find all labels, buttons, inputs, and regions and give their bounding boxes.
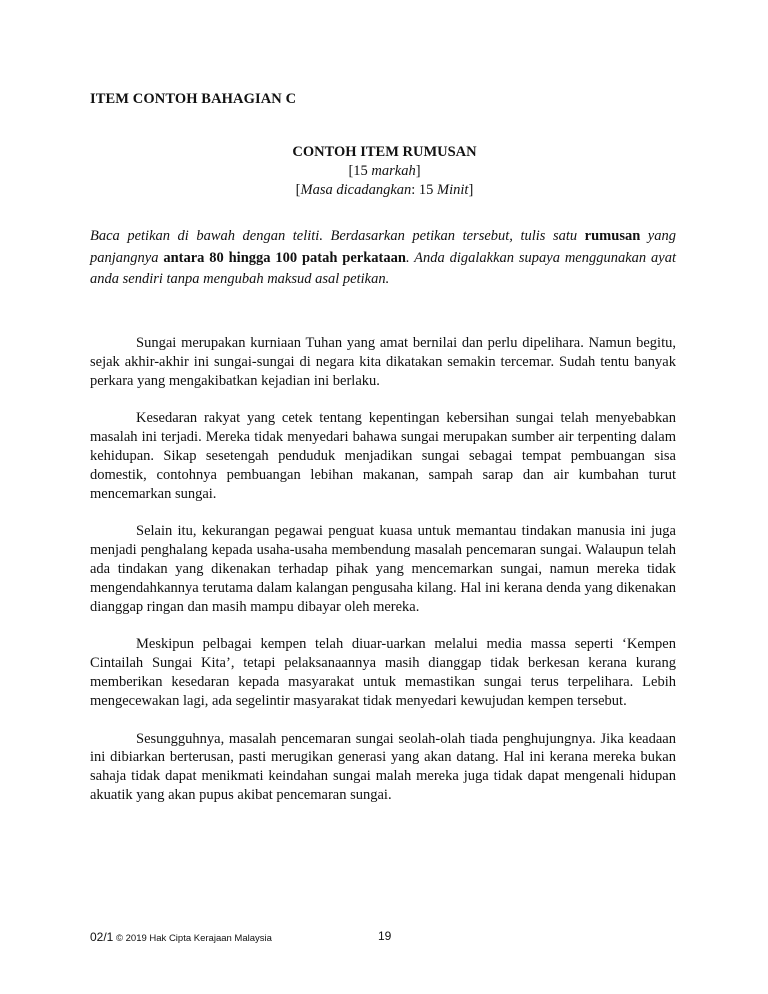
passage-paragraph: Sungai merupakan kurniaan Tuhan yang amat bernilai dan perlu dipelihara. Namun begitu, sejak akhir-akhir ini sungai-sungai di negara kita dikatakan semakin tercemar. Sudah tentu banyak perkara yang mengakibatkan kejadian ini berlaku.: [90, 335, 676, 389]
time-close: ]: [468, 182, 474, 198]
instructions-bold-rumusan: rumusan: [584, 228, 641, 244]
passage-paragraph: Meskipun pelbagai kempen telah diuar-uarkan melalui media massa seperti ‘Kempen Cintailah Sungai Kita’, tetapi pelaksanaannya masih dianggap tidak berkesan kerana kurang memberikan kesedaran kepada masyarakat untuk memastikan sungai terus terpelihara. Lebih mengecewakan lagi, ada segelintir masyarakat tidak menyedari kewujudan kempen tersebut.: [90, 636, 676, 709]
time-unit: Minit: [437, 182, 469, 198]
marks-close: ]: [415, 163, 421, 179]
passage: [90, 334, 676, 824]
passage-paragraph: Kesedaran rakyat yang cetek tentang kepentingan kebersihan sungai telah menyebabkan masalah ini terjadi. Mereka tidak menyedari bahawa sungai merupakan sumber air terpenting dalam kehidupan. Sikap sesetengah penduduk menjadikan sungai sebagai tempat pembuangan sisa domestik, contohnya pembuangan lebihan makanan, sampah sarap dan air kumbahan turut mencemarkan sungai.: [90, 410, 676, 502]
page-footer: [90, 930, 690, 944]
instructions-text-1: Baca petikan di bawah dengan teliti. Berdasarkan petikan tersebut, tulis satu: [90, 228, 585, 244]
instructions: [90, 226, 676, 291]
page-number: 19: [378, 929, 392, 943]
instructions-text-2: yang panjangnya: [90, 228, 676, 266]
passage-paragraph: Selain itu, kekurangan pegawai penguat kuasa untuk memantau tindakan manusia ini juga menjadi penghalang kepada usaha-usaha membendung masalah pencemaran sungai. Walaupun telah ada tindakan yang dikenakan terhadap pihak yang mencemarkan sungai, namun mereka tidak mengendahkannya terutama dalam kalangan pengusaha kilang. Hal ini kerana denda yang dikenakan dianggap ringan dan masih mampu dibayar oleh mereka.: [90, 523, 676, 615]
footer-code: 02/1: [90, 930, 114, 944]
instructions-bold-word-count: antara 80 hingga 100 patah perkataan: [163, 249, 406, 266]
time-sep: : 15: [411, 182, 438, 198]
footer-copyright: © 2019 Hak Cipta Kerajaan Malaysia: [113, 933, 272, 944]
passage-paragraph: Sesungguhnya, masalah pencemaran sungai seolah-olah tiada penghujungnya. Jika keadaan ini dibiarkan berterusan, pasti merugikan generasi yang akan datang. Hal ini kerana mereka bukan sahaja tidak dapat menikmati keindahan sungai malah mereka juga tidak dapat mengenali hidupan akuatik yang akan pupus akibat pencemaran sungai.: [90, 730, 676, 803]
time-line: [1, 181, 768, 200]
marks-word: markah: [371, 163, 416, 179]
marks-open: [15: [348, 163, 372, 179]
time-label: Masa dicadangkan: [300, 182, 412, 198]
item-heading: CONTOH ITEM RUMUSAN: [292, 144, 477, 160]
item-header: [0, 143, 768, 200]
marks-line: [1, 162, 768, 181]
time-open: [: [295, 182, 301, 198]
instructions-text-3: . Anda digalakkan supaya menggunakan ayat anda sendiri tanpa mengubah maksud asal petikan.: [90, 249, 676, 287]
section-title: ITEM CONTOH BAHAGIAN C: [90, 91, 297, 107]
